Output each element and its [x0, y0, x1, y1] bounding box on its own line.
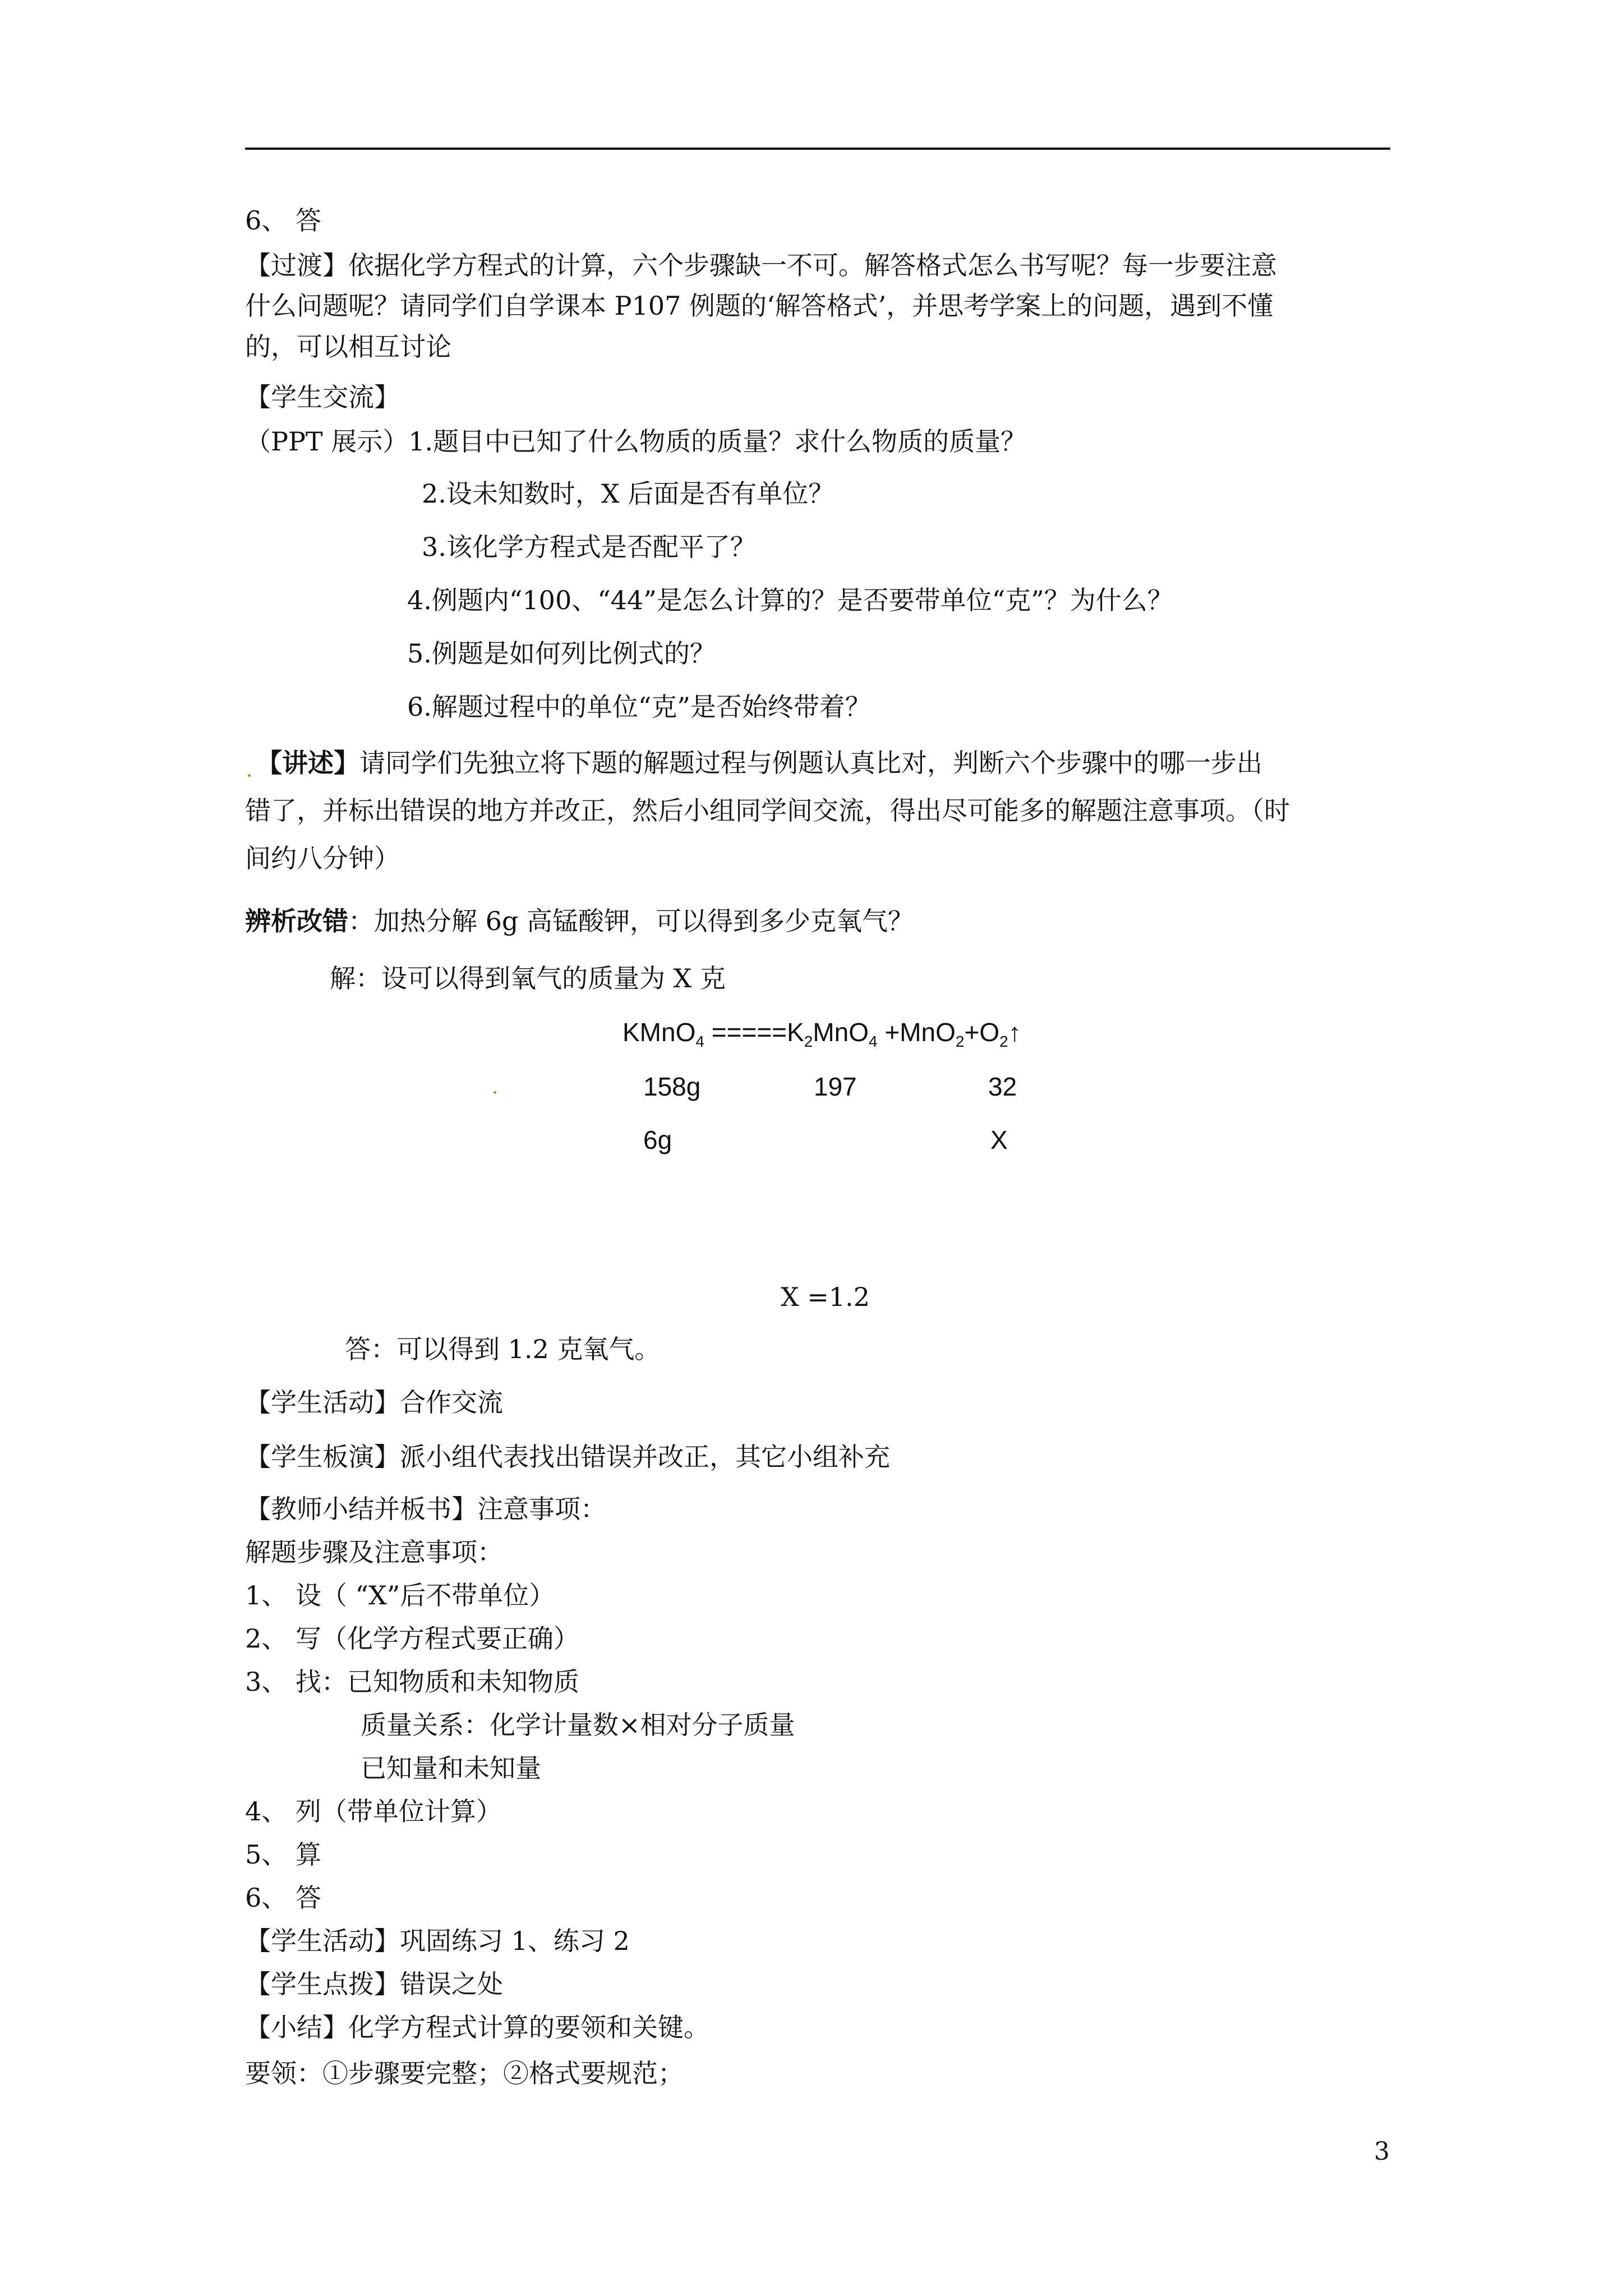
student-guidance: 【学生点拨】错误之处: [245, 1969, 503, 1999]
step-6-answer: 6、 答: [245, 205, 321, 236]
question-1: （PPT 展示）1.题目中已知了什么物质的质量？求什么物质的质量？: [245, 426, 1027, 457]
chemical-equation: KMnO$_4$ $=====K_2MnO_4$ $+MnO_2+O_2↑$: [623, 1018, 1021, 1050]
mass-ratio-o2: 32: [988, 1072, 1017, 1101]
step-3-known-unknown: 已知量和未知量: [361, 1753, 541, 1783]
step-6: 6、 答: [245, 1883, 321, 1913]
student-board-demo: 【学生板演】派小组代表找出错误并改正，其它小组补充: [245, 1442, 890, 1472]
lecture-paragraph-line-1: 【讲述】请同学们先独立将下题的解题过程与例题认真比对，判断六个步骤中的哪一步出: [256, 748, 1262, 778]
question-4: 4.例题内“100、“44”是怎么计算的？是否要带单位“克”？为什么？: [407, 585, 1173, 615]
error-analysis-problem: 辨析改错：加热分解 6g 高锰酸钾，可以得到多少克氧气？: [245, 906, 914, 936]
question-6: 6.解题过程中的单位“克”是否始终带着？: [407, 692, 871, 722]
transition-paragraph-line-2: 什么问题呢？请同学们自学课本 P107 例题的‘解答格式’，并思考学案上的问题，遇到不懂: [245, 291, 1274, 321]
steps-heading: 解题步骤及注意事项：: [245, 1537, 503, 1567]
transition-paragraph-line-3: 的，可以相互讨论: [245, 332, 451, 362]
result-x: X =1.2: [781, 1282, 870, 1312]
teacher-summary: 【教师小结并板书】注意事项：: [245, 1494, 606, 1524]
student-activity-1: 【学生活动】合作交流: [245, 1387, 503, 1418]
step-1: 1、 设（ “X”后不带单位）: [245, 1580, 555, 1611]
mass-ratio-k2mno4: 197: [814, 1072, 857, 1101]
solution-setup: 解：设可以得到氧气的质量为 X 克: [330, 963, 726, 993]
step-5: 5、 算: [245, 1839, 321, 1870]
student-exchange-heading: 【学生交流】: [245, 382, 400, 412]
step-3: 3、 找：已知物质和未知物质: [245, 1667, 579, 1697]
speck: [494, 1091, 496, 1094]
student-activity-2: 【学生活动】巩固练习 1、练习 2: [245, 1926, 630, 1956]
transition-paragraph-line-1: 【过渡】依据化学方程式的计算，六个步骤缺一不可。解答格式怎么书写呢？每一步要注意: [245, 250, 1277, 280]
known-mass: 6g: [643, 1125, 672, 1154]
page-number: 3: [1374, 2137, 1390, 2166]
summary: 【小结】化学方程式计算的要领和关键。: [245, 2012, 709, 2042]
key-points: 要领：①步骤要完整；②格式要规范；: [245, 2058, 684, 2088]
lecture-paragraph-line-2: 错了，并标出错误的地方并改正，然后小组同学间交流，得出尽可能多的解题注意事项。（时: [245, 795, 1290, 826]
lecture-paragraph-line-3: 间约八分钟）: [245, 843, 400, 873]
header-rule: [245, 148, 1390, 150]
step-4: 4、 列（带单位计算）: [245, 1796, 502, 1826]
unknown-x: X: [990, 1125, 1008, 1154]
step-3-mass-relation: 质量关系：化学计量数×相对分子质量: [361, 1710, 795, 1740]
answer-line: 答：可以得到 1.2 克氧气。: [345, 1334, 661, 1364]
question-3: 3.该化学方程式是否配平了？: [422, 532, 756, 562]
question-5: 5.例题是如何列比例式的？: [407, 638, 716, 669]
question-2: 2.设未知数时，X 后面是否有单位？: [422, 478, 834, 509]
mass-ratio-kmno4: 158g: [643, 1072, 701, 1101]
step-2: 2、 写（化学方程式要正确）: [245, 1623, 579, 1654]
speck: [248, 774, 251, 777]
